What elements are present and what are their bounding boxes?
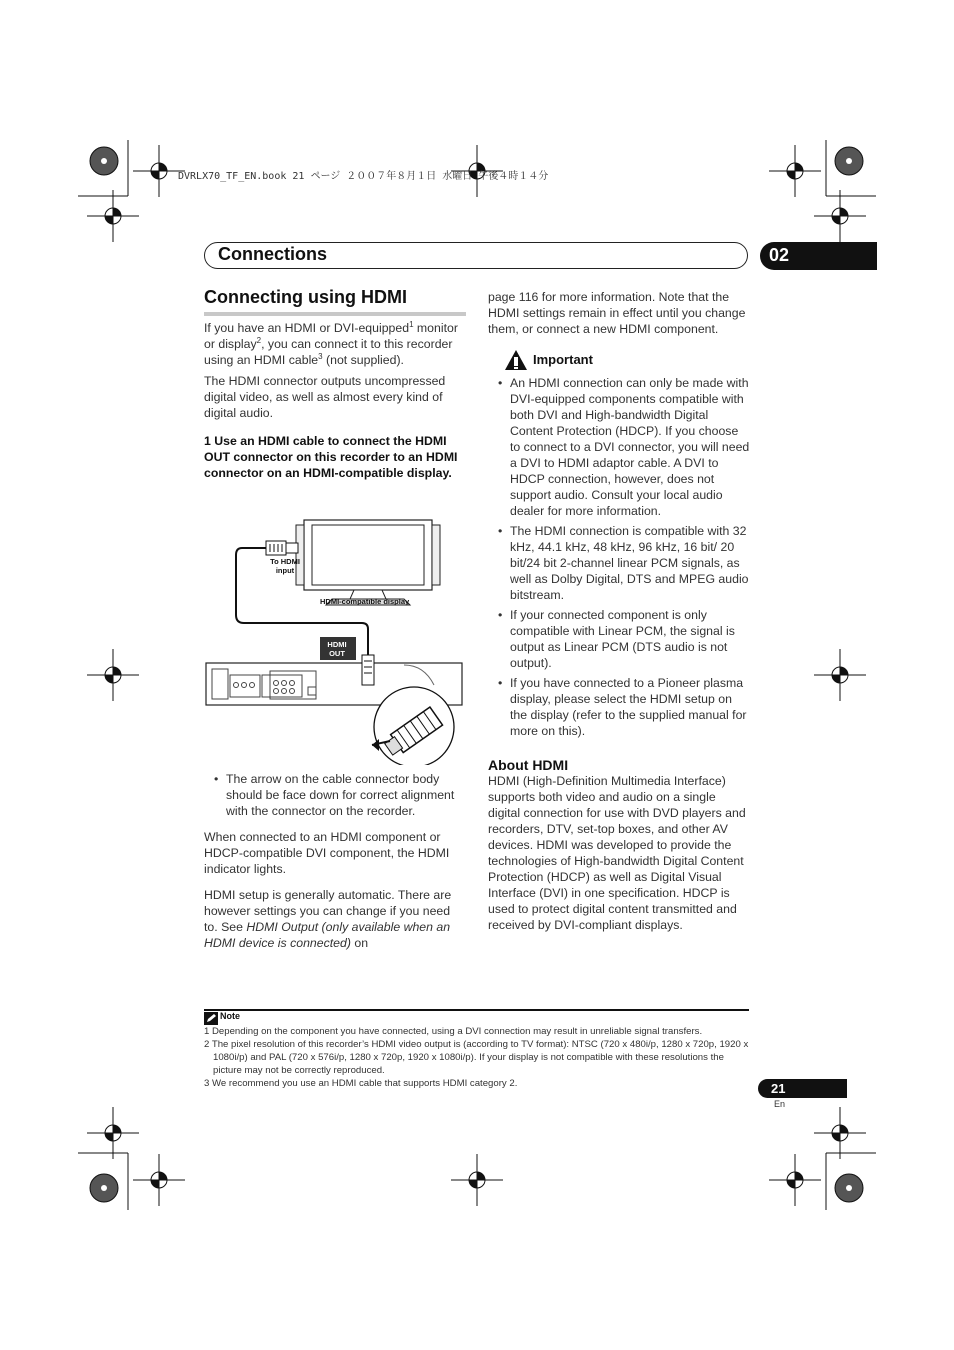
label-hdmi-compatible-display: HDMI-compatible display xyxy=(320,597,410,606)
continued-paragraph: page 116 for more information. Note that the HDMI settings remain in effect until you change them, or connect a new HDMI component. xyxy=(488,290,746,336)
important-item: • If you have connected to a Pioneer plasma display, please select the HDMI setup on the display (refer to the supplied manual for more on this). xyxy=(488,675,750,739)
left-column-top xyxy=(204,320,466,486)
page-language: En xyxy=(774,1099,786,1109)
label-hdmi-out: HDMI OUT xyxy=(327,640,347,658)
intro-paragraph: If you have an HDMI or DVI-equipped$^1$ monitor or display$^2$, you can connect it to this recorder using an HDMI cable$^3$ (not supplied). xyxy=(204,319,458,367)
important-item: • If your connected component is only compatible with Linear PCM, the signal is output as Linear PCM (DTS audio is not output). xyxy=(488,607,750,671)
note-title: Note xyxy=(220,1011,240,1021)
hdmi-connector-paragraph: The HDMI connector outputs uncompressed digital video, as well as almost every kind of digital audio. xyxy=(204,374,446,420)
section-rule xyxy=(204,312,466,316)
hdmi-display-illustration xyxy=(296,520,440,605)
arrow-note-list xyxy=(204,771,466,819)
notes-list xyxy=(204,1025,752,1090)
step-1: 1 Use an HDMI cable to connect the HDMI OUT connector on this recorder to an HDMI connector on an HDMI-compatible display. xyxy=(204,434,458,480)
important-item: • The HDMI connection is compatible with 32 kHz, 44.1 kHz, 48 kHz, 96 kHz, 16 bit/ 20 bit/24 bit 2-channel linear PCM signals, as well as Dolby Digital, DTS and MPEG audio bitstream. xyxy=(488,523,750,603)
note-pencil-icon xyxy=(204,1012,218,1025)
about-hdmi-text: HDMI (High-Definition Multimedia Interface) supports both video and audio on a single digital connection for use with DVD players and recorders, DTV, set-top boxes, and other AV devices. HDMI was developed to provide the technologies of High-bandwidth Digital Content Protection (HDCP) as well as Digital Visual Interface (DVI) in one specification. HDCP is used to protect digital content transmitted and received by DVI-compliant displays. xyxy=(488,774,746,932)
footnote-item: 1 Depending on the component you have connected, using a DVI connection may result in unreliable signal transfers. xyxy=(204,1026,703,1037)
warning-hand-icon xyxy=(504,349,528,371)
print-header-line: DVRLX70_TF_EN.book 21 ページ ２００７年８月１日 水曜日 午後４時１４分 xyxy=(178,171,549,182)
arrow-note-item: • The arrow on the cable connector body should be face down for correct alignment with the connector on the recorder. xyxy=(204,771,466,819)
left-column-bottom xyxy=(204,771,466,956)
hdmi-indicator-paragraph: When connected to an HDMI component or HDCP-compatible DVI component, the HDMI indicator lights. xyxy=(204,830,450,876)
footnote-item: 2 The pixel resolution of this recorder’s HDMI video output is (according to TV format): NTSC (720 x 480i/p, 1280 x 720p, 1920 x 1080i/p) and PAL (720 x 576i/p, 1280 x 720p, 1920 x 1080i/p). If your display is not compatible with these resolutions the picture may not be correctly reproduced. xyxy=(204,1039,749,1076)
label-to-hdmi-input: To HDMI input xyxy=(270,557,300,575)
page-number: 21 xyxy=(758,1079,847,1098)
important-heading: Important xyxy=(488,349,750,375)
right-column xyxy=(488,289,750,938)
chapter-number: 02 xyxy=(760,242,877,270)
hdmi-setup-paragraph: HDMI setup is generally automatic. There are however settings you can change if you need to. See HDMI Output (only available when an HDMI device is connected) on xyxy=(204,888,452,950)
chapter-title: Connections xyxy=(218,244,328,264)
footnote-item: 3 We recommend you use an HDMI cable that supports HDMI category 2. xyxy=(204,1078,518,1089)
about-hdmi-title: About HDMI xyxy=(488,757,569,773)
note-rule xyxy=(204,1009,749,1011)
section-title: Connecting using HDMI xyxy=(204,287,407,307)
important-list xyxy=(488,375,750,739)
important-item: • An HDMI connection can only be made with DVI-equipped components compatible with both DVI and High-bandwidth Digital Content Protection (HDCP). If you choose to connect to a DVI connector, you will need a DVI to HDMI adaptor cable. A DVI to HDCP connection, however, does not support audio. Consult your local audio dealer for more information. xyxy=(488,375,750,519)
